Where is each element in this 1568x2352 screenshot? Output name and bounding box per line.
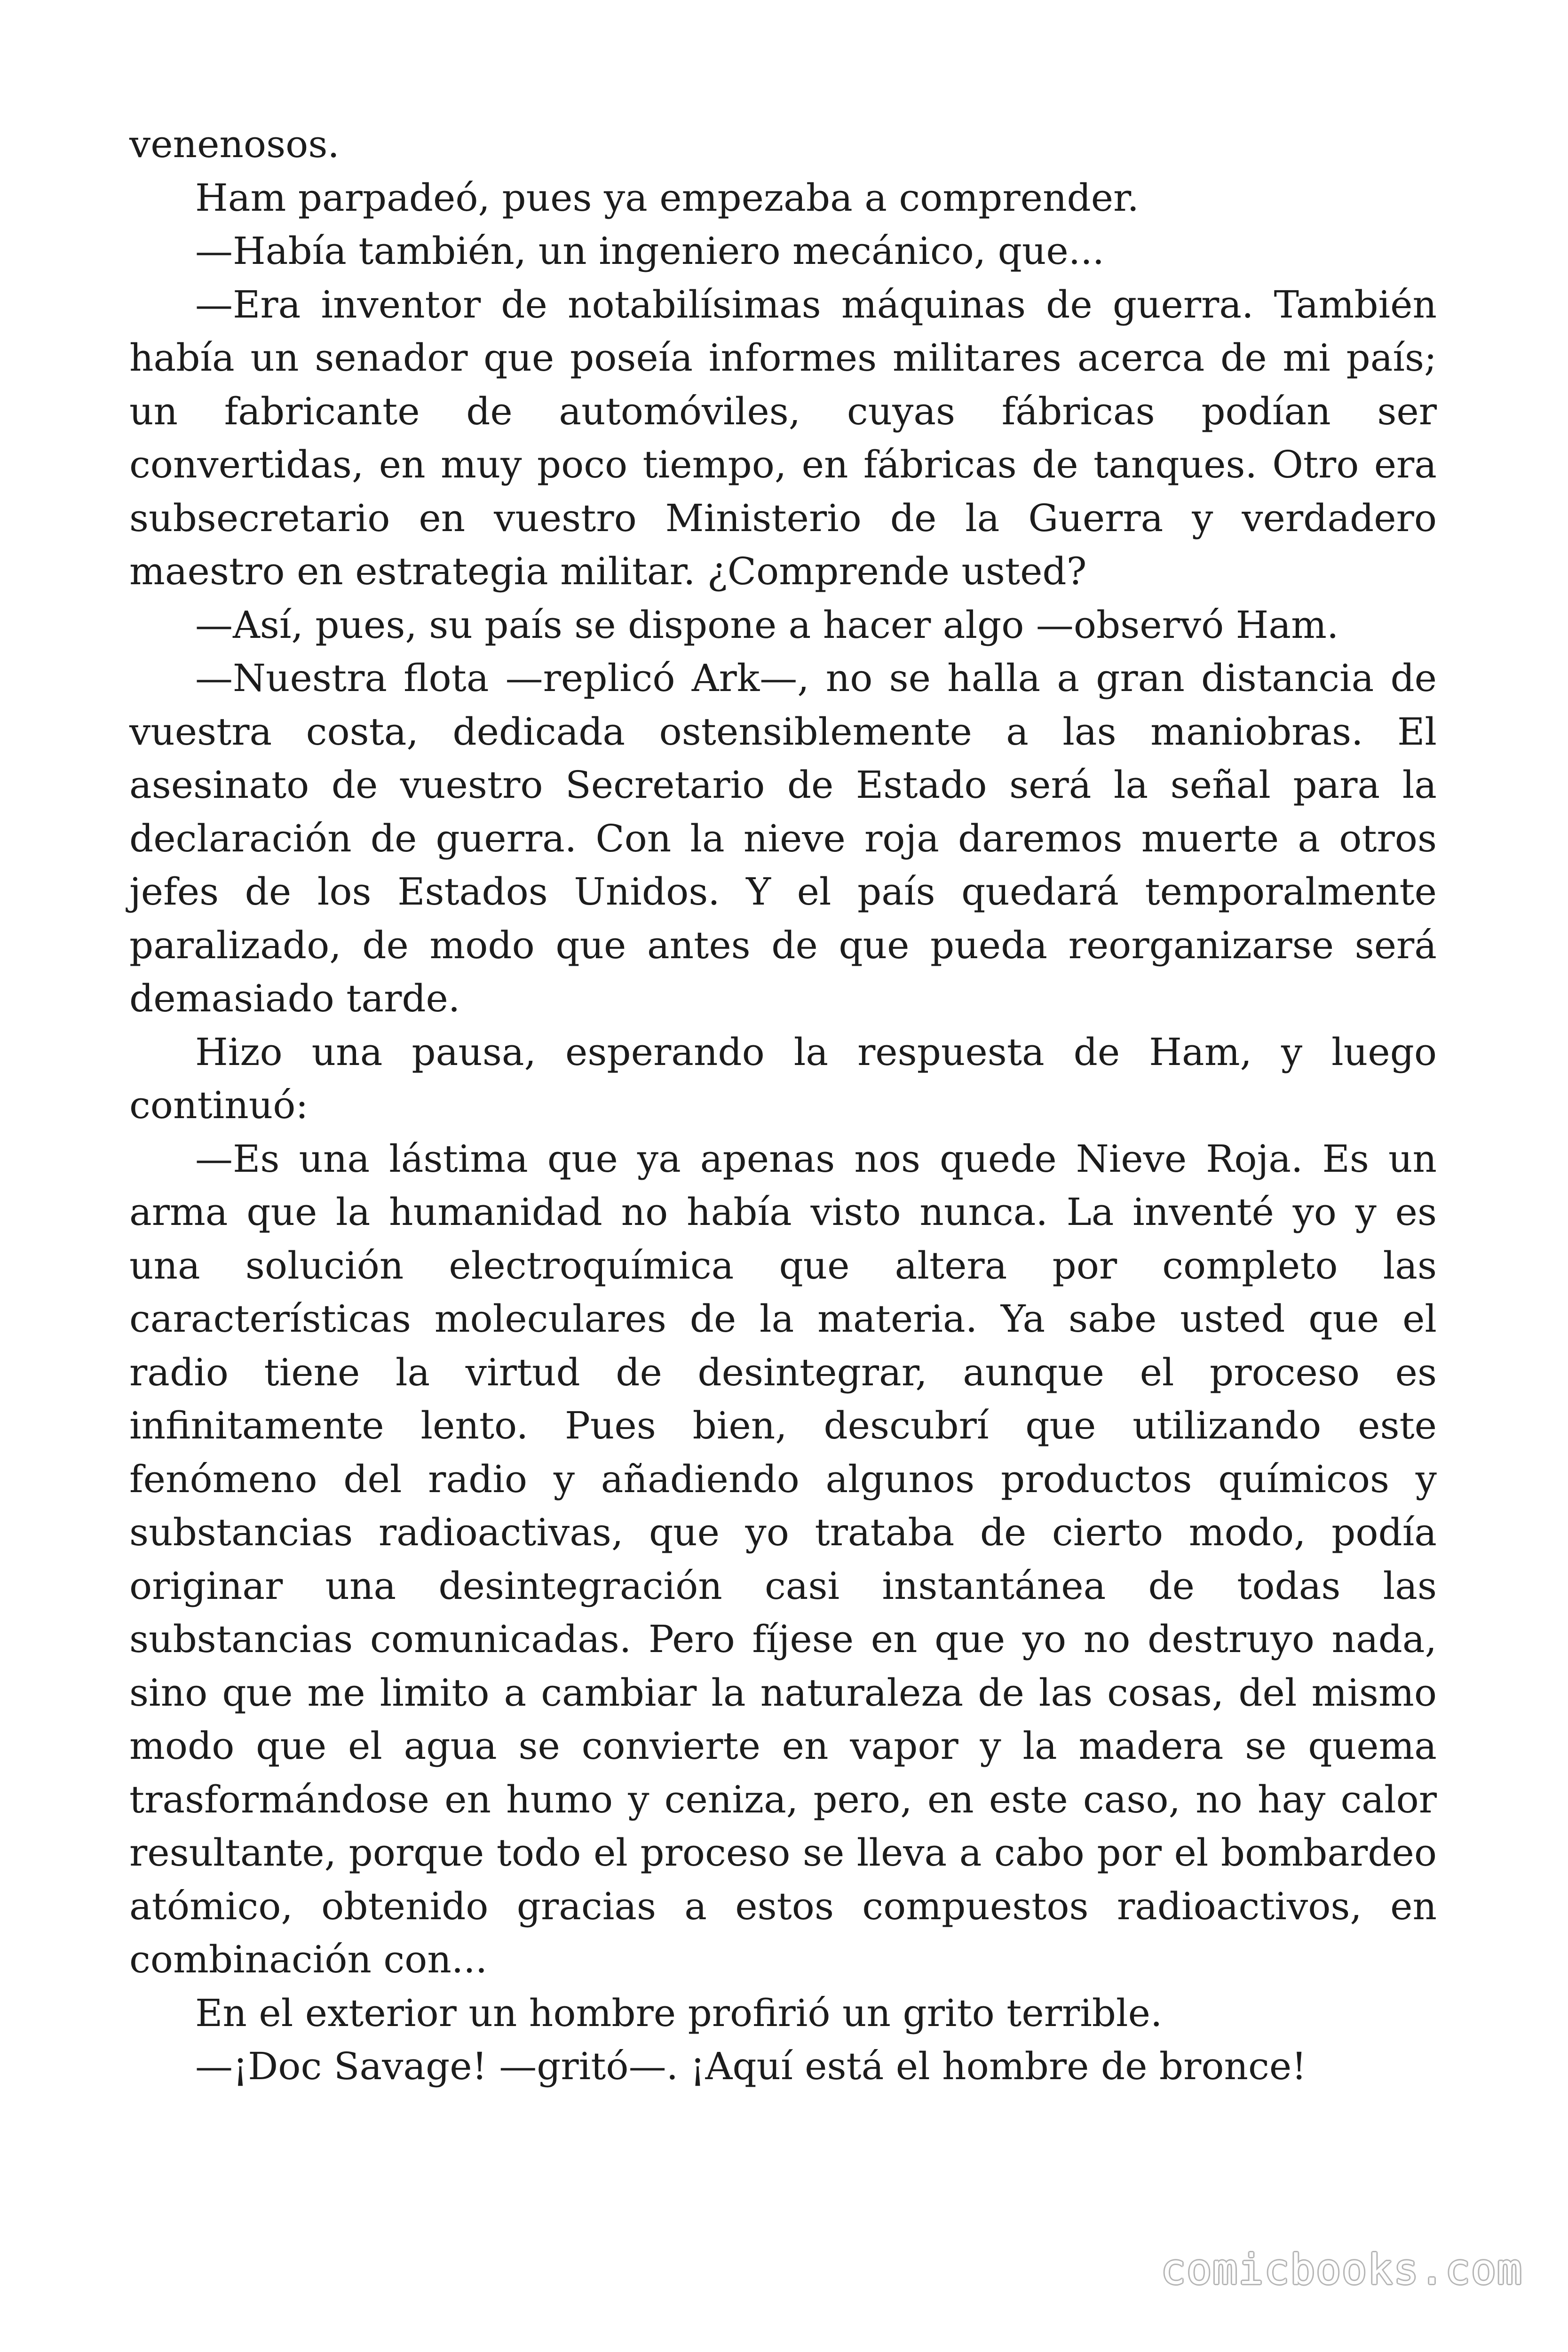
paragraph-10: —¡Doc Savage! —gritó—. ¡Aquí está el hombre de bronce! xyxy=(195,2044,1307,2088)
body-text xyxy=(129,118,1437,2093)
paragraph-4: —Era inventor de notabilísimas máquinas de guerra. También había un senador que poseía informes militares acerca de mi país; un fabricante de automóviles, cuyas fábricas podían ser convertidas, en muy poco tiempo, en fábricas de tanques. Otro era subsecretario en vuestro Ministerio de la Guerra y verdadero maestro en estrategia militar. ¿Comprende usted? xyxy=(129,282,1437,593)
paragraph-1: venenosos. xyxy=(129,122,340,166)
paragraph-6: —Nuestra flota —replicó Ark—, no se halla a gran distancia de vuestra costa, dedicada ostensiblemente a las maniobras. El asesinato de vuestro Secretario de Estado será la señal para la declaración de guerra. Con la nieve roja daremos muerte a otros jefes de los Estados Unidos. Y el país quedará temporalmente paralizado, de modo que antes de que pueda reorganizarse será demasiado tarde. xyxy=(129,656,1437,1020)
paragraph-7: Hizo una pausa, esperando la respuesta de Ham, y luego continuó: xyxy=(129,1030,1437,1127)
paragraph-2: Ham parpadeó, pues ya empezaba a comprender. xyxy=(195,175,1139,220)
paragraph-8: —Es una lástima que ya apenas nos quede Nieve Roja. Es un arma que la humanidad no había visto nunca. La inventé yo y es una solución electroquímica que altera por completo las características moleculares de la materia. Ya sabe usted que el radio tiene la virtud de desintegrar, aunque el proceso es infinitamente lento. Pues bien, descubrí que utilizando este fenómeno del radio y añadiendo algunos productos químicos y substancias radioactivas, que yo trataba de cierto modo, podía originar una desintegración casi instantánea de todas las substancias comunicadas. Pero fíjese en que yo no destruyo nada, sino que me limito a cambiar la naturaleza de las cosas, del mismo modo que el agua se convierte en vapor y la madera se quema trasformándose en humo y ceniza, pero, en este caso, no hay calor resultante, porque todo el proceso se lleva a cabo por el bombardeo atómico, obtenido gracias a estos compuestos radioactivos, en combinación con... xyxy=(129,1136,1437,1981)
paragraph-5: —Así, pues, su país se dispone a hacer algo —observó Ham. xyxy=(195,603,1339,647)
paragraph-9: En el exterior un hombre profirió un grito terrible. xyxy=(195,1991,1163,2035)
paragraph-3: —Había también, un ingeniero mecánico, que... xyxy=(195,229,1105,273)
watermark: comicbooks.com xyxy=(1161,2245,1523,2294)
